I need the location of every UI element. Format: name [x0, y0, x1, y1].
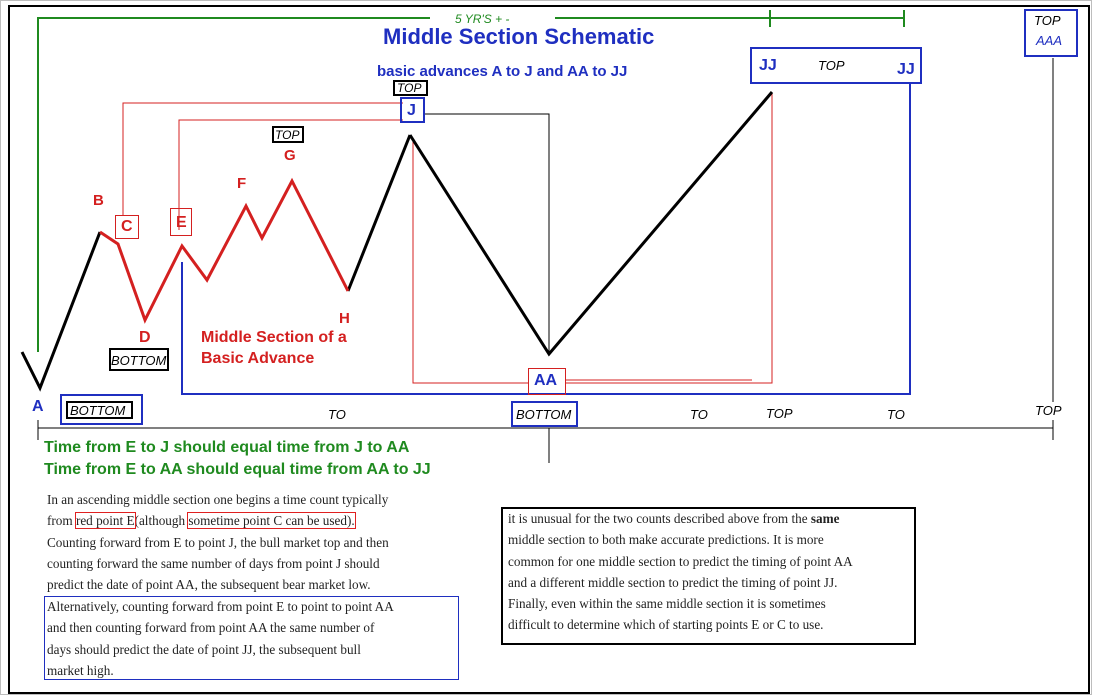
right-explanation — [508, 508, 914, 636]
left-text-line-1: In an ascending middle section one begins a time count typically — [47, 492, 389, 507]
right-text-line-6: difficult to determine which of starting points E or C to use. — [508, 617, 824, 633]
point-h-label: H — [339, 310, 350, 327]
right-text-line-4: and a different middle section to predict the timing of point JJ. — [508, 574, 838, 590]
alt-text-line-1: Alternatively, counting forward from point E to point to point AA — [47, 599, 394, 614]
page-subtitle: basic advances A to J and AA to JJ — [377, 63, 628, 80]
left-text-line-4: counting forward the same number of days from point J should — [47, 555, 380, 571]
timeline-to-2: TO — [690, 407, 708, 422]
alt-text-line-4: market high. — [47, 662, 114, 678]
point-jj-right-label: JJ — [897, 61, 915, 78]
path-j-to-jj — [410, 92, 772, 354]
red-line-aa-to-jj — [566, 93, 772, 383]
left-text-line-3: Counting forward from E to point J, the bull market top and then — [47, 534, 389, 550]
point-d-label: D — [139, 329, 151, 346]
sometime-point-c-highlight: sometime point C can be used). — [188, 513, 355, 529]
alternative-explanation — [47, 596, 459, 681]
point-c-label: C — [121, 218, 133, 235]
left-text-line-2 — [47, 510, 467, 531]
path-b-to-h — [100, 181, 348, 320]
rule-line-2: Time from E to AA should equal time from AA to JJ — [44, 461, 431, 478]
page-title: Middle Section Schematic — [383, 24, 655, 49]
left-explanation — [47, 489, 467, 595]
timeline-top-1: TOP — [766, 406, 793, 421]
top-aaa-top-marker: TOP — [1034, 13, 1061, 28]
alt-text-line-3: days should predict the date of point JJ, the subsequent bull — [47, 641, 361, 657]
bottom-a-marker: BOTTOM — [70, 403, 126, 418]
right-text-same: same — [810, 511, 840, 526]
point-g-label: G — [284, 147, 296, 164]
bottom-d-marker: BOTTOM — [111, 353, 167, 368]
point-f-label: F — [237, 175, 247, 192]
green-bracket-left — [38, 18, 430, 352]
black-guide-j-to-aa — [425, 114, 549, 352]
red-line-j-to-aa — [413, 140, 528, 383]
point-aa-label: AA — [534, 372, 558, 389]
top-j-marker: TOP — [397, 81, 422, 95]
top-g-marker: TOP — [275, 128, 300, 142]
right-text-line-1a: it is unusual for the two counts described above from the — [508, 511, 808, 526]
rule-line-1: Time from E to J should equal time from J to AA — [44, 439, 410, 456]
right-text-line-3: common for one middle section to predict the timing of point AA — [508, 553, 853, 569]
middle-section-label-line2: Basic Advance — [201, 350, 315, 367]
price-path-black — [22, 92, 772, 388]
right-text-line-5: Finally, even within the same middle section it is sometimes — [508, 596, 826, 612]
top-aaa-label: AAA — [1036, 33, 1063, 48]
jj-top-marker: TOP — [818, 58, 845, 73]
alt-text-line-2: and then counting forward from point AA the same number of — [47, 620, 375, 636]
path-a-to-b — [22, 232, 100, 388]
timeline-to-3: TO — [887, 407, 905, 422]
right-text-line-1 — [508, 508, 914, 529]
timeline-to-1: TO — [328, 407, 346, 422]
path-h-to-j — [348, 135, 410, 291]
left-text-from: from — [47, 513, 73, 529]
point-jj-left-label: JJ — [759, 57, 777, 74]
point-b-label: B — [93, 192, 104, 209]
period-label: 5 YR'S + - — [455, 12, 510, 26]
point-j-label: J — [407, 102, 416, 119]
timeline-top-2: TOP — [1035, 403, 1062, 418]
middle-section-label-line1: Middle Section of a — [201, 329, 347, 346]
price-path-red — [100, 181, 348, 320]
right-text-line-2: middle section to both make accurate predictions. It is more — [508, 532, 824, 548]
point-e-label: E — [176, 214, 187, 231]
left-text-line-5: predict the date of point AA, the subsequent bear market low. — [47, 577, 371, 593]
bottom-aa-marker: BOTTOM — [516, 407, 572, 422]
point-a-label: A — [32, 398, 44, 415]
left-text-although: (although — [134, 513, 186, 529]
red-point-e-highlight: red point E — [75, 513, 135, 529]
